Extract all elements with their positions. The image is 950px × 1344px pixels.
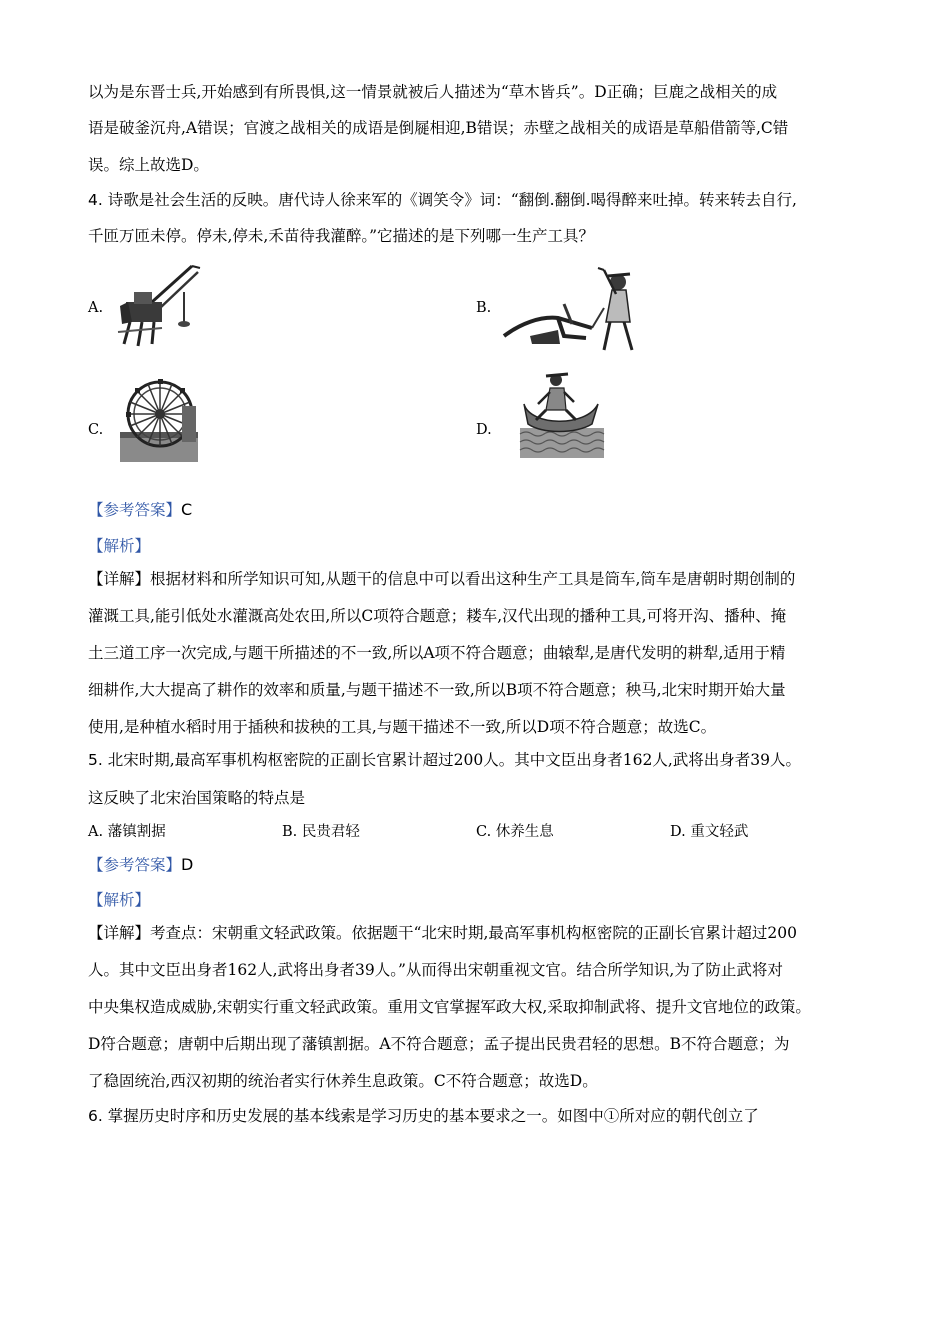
text-line: 误。综上故选D。 bbox=[88, 156, 209, 174]
detail-line: D符合题意；唐朝中后期出现了藩镇割据。A不符合题意；孟子提出民贵君轻的思想。B不符合题意；为 bbox=[88, 1035, 790, 1053]
question-number: 6. bbox=[88, 1107, 103, 1125]
answer-label: 【参考答案】 bbox=[88, 856, 182, 874]
detail-line: 人。其中文臣出身者162人,武将出身者39人。”从而得出宋朝重视文官。结合所学知识,为了防止武将对 bbox=[88, 961, 783, 979]
detail-line: 土三道工序一次完成,与题干所描述的不一致,所以A项不符合题意；曲辕犁,是唐代发明的耕犁,适用于精 bbox=[88, 644, 786, 662]
detail-text: 考查点：宋朝重文轻武政策。依据题干“北宋时期,最高军事机构枢密院的正副长官累计超过200 bbox=[150, 924, 797, 942]
analysis-label: 【解析】 bbox=[88, 891, 151, 909]
option-a-label: A. bbox=[88, 300, 104, 316]
option-d: D. 重文轻武 bbox=[670, 824, 749, 840]
answer-line bbox=[88, 855, 193, 875]
detail-line bbox=[88, 569, 795, 589]
question-number: 4. bbox=[88, 191, 103, 209]
curved-plough-image bbox=[500, 264, 640, 352]
question-4-stem bbox=[88, 190, 797, 210]
option-b: B. 民贵君轻 bbox=[282, 824, 360, 840]
question-text: 北宋时期,最高军事机构枢密院的正副长官累计超过200人。其中文臣出身者162人,武将出身者39人。 bbox=[107, 751, 801, 769]
question-text: 诗歌是社会生活的反映。唐代诗人徐来军的《调笑令》词：“翻倒.翻倒.喝得醉来吐掉。转来转去自行, bbox=[107, 191, 797, 209]
text-line: 以为是东晋士兵,开始感到有所畏惧,这一情景就被后人描述为“草木皆兵”。D正确；巨鹿之战相关的成 bbox=[88, 83, 778, 101]
question-text: 掌握历史时序和历史发展的基本线索是学习历史的基本要求之一。如图中①所对应的朝代创立了 bbox=[107, 1107, 759, 1125]
detail-line: 中央集权造成威胁,宋朝实行重文轻武政策。重用文官掌握军政大权,采取抑制武将、提升文官地位的政策。 bbox=[88, 998, 811, 1016]
detail-label: 【详解】 bbox=[88, 924, 151, 942]
option-d-label: D. bbox=[476, 422, 492, 438]
detail-line: 使用,是种植水稻时用于插秧和拔秧的工具,与题干描述不一致,所以D项不符合题意；故选C。 bbox=[88, 718, 717, 736]
answer-value: C bbox=[181, 500, 193, 519]
text-line: 语是破釜沉舟,A错误；官渡之战相关的成语是倒屣相迎,B错误；赤壁之战相关的成语是草船借箭等,C错 bbox=[88, 119, 789, 137]
detail-line: 细耕作,大大提高了耕作的效率和质量,与题干描述不一致,所以B项不符合题意；秧马,北宋时期开始大量 bbox=[88, 681, 786, 699]
detail-text: 根据材料和所学知识可知,从题干的信息中可以看出这种生产工具是筒车,筒车是唐朝时期创制的 bbox=[150, 570, 796, 588]
detail-line: 灌溉工具,能引低处水灌溉高处农田,所以C项符合题意；耧车,汉代出现的播种工具,可将开沟、播种、掩 bbox=[88, 607, 787, 625]
detail-line: 了稳固统治,西汉初期的统治者实行休养生息政策。C不符合题意；故选D。 bbox=[88, 1072, 598, 1090]
question-number: 5. bbox=[88, 751, 103, 769]
question-text: 这反映了北宋治国策略的特点是 bbox=[88, 789, 306, 807]
water-wheel-image bbox=[118, 376, 200, 462]
rice-planting-horse-image bbox=[516, 370, 606, 460]
option-c: C. 休养生息 bbox=[476, 824, 554, 840]
question-6-stem bbox=[88, 1106, 759, 1126]
question-text: 千匝万匝未停。停未,停未,禾苗待我灌醉。”它描述的是下列哪一生产工具？ bbox=[88, 227, 595, 245]
seed-drill-image bbox=[112, 262, 204, 350]
answer-line bbox=[88, 500, 192, 520]
answer-label: 【参考答案】 bbox=[88, 501, 182, 519]
detail-label: 【详解】 bbox=[88, 570, 151, 588]
option-a: A. 藩镇割据 bbox=[88, 824, 166, 840]
detail-line bbox=[88, 923, 797, 943]
question-5-stem bbox=[88, 750, 801, 770]
analysis-label: 【解析】 bbox=[88, 537, 151, 555]
option-c-label: C. bbox=[88, 422, 104, 438]
answer-value: D bbox=[181, 855, 194, 874]
option-b-label: B. bbox=[476, 300, 492, 316]
